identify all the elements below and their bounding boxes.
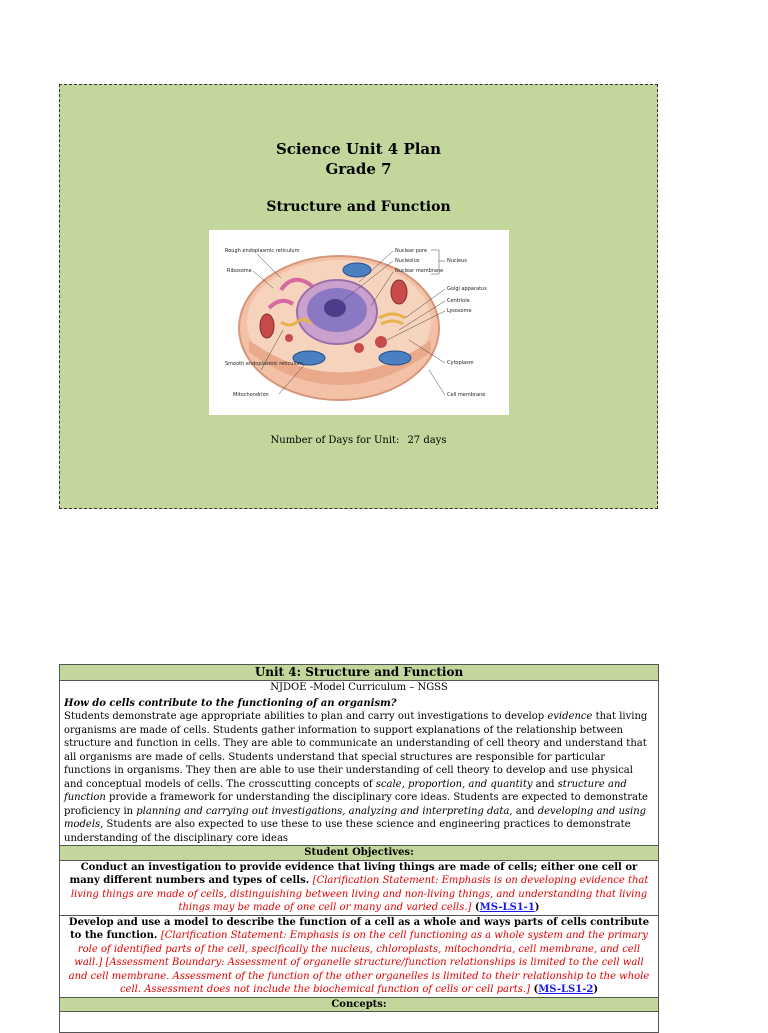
intro-em-evidence: evidence <box>547 711 593 722</box>
objective-2-clarification: [Clarification Statement: Emphasis is on the cell functioning as a whole system and the primary role of identified parts of the cell, specifically the nucleus, chloroplasts, mitochondria, cell membrane, and cell wall.] [Assessment Boundary: Assessment of organelle structure/function relationships is limited to the cell wall and cell membrane. Assessment of the function of the other organelles is limited to their relationship to the whole cell. Assessment does not include the biochemical function of cells or cell parts.] <box>68 930 650 995</box>
diagram-label-nuclear-pore: Nuclear pore <box>395 248 428 254</box>
diagram-label-nuclear-membrane: Nuclear membrane <box>395 268 444 274</box>
title-line-2: Grade 7 <box>325 160 392 178</box>
days-for-unit <box>60 435 657 446</box>
curriculum-source: NJDOE -Model Curriculum – NGSS <box>270 682 448 693</box>
intro-p1: Students demonstrate age appropriate abilities to plan and carry out investigations to develop <box>64 711 548 722</box>
unit-title: Unit 4: Structure and Function <box>60 665 659 681</box>
intro-em-models: developing and using models <box>64 805 647 830</box>
diagram-label-nucleus: Nucleus <box>447 258 467 264</box>
essential-question: How do cells contribute to the functioning of an organism? <box>64 697 397 709</box>
objective-1-clarification: [Clarification Statement: Emphasis is on developing evidence that living things are made of cells, distinguishing between living and non-living things, and understanding that living things may be made of one cell or many and varied cells.] <box>70 875 649 913</box>
objective-1-standard-link[interactable]: MS-LS1-1 <box>479 902 535 913</box>
concepts-header: Concepts: <box>60 997 659 1012</box>
diagram-label-cell-membrane: Cell membrane <box>447 392 486 398</box>
svg-text:Rough endoplasmic reticulum: Rough endoplasmic reticulum <box>225 248 300 254</box>
intro-p4: , Students are also expected to use these to use these science and engineering practices to demonstrate understanding of the disciplinary core ideas <box>64 819 631 844</box>
unit-plan-table <box>59 664 659 1033</box>
intro-em-scale: scale, proportion, and quantity <box>375 778 533 790</box>
intro-p3: provide a framework for understanding the disciplinary core ideas. Students are expected to demonstrate proficiency in <box>64 792 648 817</box>
intro-and-2: , and <box>509 805 538 817</box>
intro-p2: that living organisms are made of cells. Students gather information to support explanations of the relationship between structure and function in cells. They are able to communicate an understanding of cell theory and understand that all organisms are made of cells. Students understand that special structures are responsible for particular functions in organisms. They then are able to use their understanding of cell theory to develop and use physical and conceptual models of cells. The crosscutting concepts of <box>64 711 648 790</box>
diagram-label-golgi: Golgi apparatus <box>447 286 487 292</box>
objectives-header: Student Objectives: <box>60 846 659 861</box>
title-line-1: Science Unit 4 Plan <box>275 140 442 158</box>
diagram-label-cytoplasm: Cytoplasm <box>447 360 474 366</box>
cover-title <box>60 139 657 179</box>
objective-2: Develop and use a model to describe the function of a cell as a whole and ways parts of cells contribute to the function. [Clarification Statement: Emphasis is on the cell functioning as a whole system and the primary role of identified parts of the cell, specifically the nucleus, chloroplasts, mitochondria, cell membrane, and cell wall.] [Assessment Boundary: Assessment of organelle structure/function relationships is limited to the cell wall and cell membrane. Assessment of the function of the other organelles is limited to their relationship to the whole cell. Assessment does not include the biochemical function of cells or cell parts.] (MS-LS1-2) <box>60 915 659 997</box>
objective-1-text: Conduct an investigation to provide evidence that living things are made of cells; either one cell or many different numbers and types of cells. <box>69 861 638 886</box>
intro-em-structure: structure and function <box>64 778 627 803</box>
diagram-label-ribosome: Ribosome <box>227 268 252 274</box>
objective-2-text: Develop and use a model to describe the function of a cell as a whole and ways parts of cells contribute to the function. <box>68 916 650 941</box>
diagram-label-centriole: Centriole <box>447 298 470 304</box>
days-value: 27 days <box>407 435 447 446</box>
diagram-label-nucleolus: Nucleolus <box>395 258 420 264</box>
cover-subtitle: Structure and Function <box>266 199 451 215</box>
objective-2-standard-link[interactable]: MS-LS1-2 <box>538 984 594 995</box>
intro-and-1: and <box>532 778 558 790</box>
intro-em-planning: planning and carrying out investigations, analyzing and interpreting data <box>136 805 510 817</box>
objective-1: Conduct an investigation to provide evidence that living things are made of cells; either one cell or many different numbers and types of cells. [Clarification Statement: Emphasis is on developing evidence that living things are made of cells, distinguishing between living and non-living things, and understanding that living things may be made of one cell or many and varied cells.] (MS-LS1-1) <box>60 860 659 915</box>
diagram-label-lysosome: Lysosome <box>447 308 472 314</box>
days-label: Number of Days for Unit: <box>270 435 400 446</box>
concepts-body <box>60 1012 659 1033</box>
diagram-label-rough-er <box>225 248 300 254</box>
overview-cell <box>60 681 659 846</box>
diagram-label-smooth-er: Smooth endoplasmic reticulum <box>225 361 303 367</box>
cover-box <box>59 84 658 509</box>
diagram-label-mitochondrion: Mitochondrion <box>233 392 269 398</box>
animal-cell-diagram <box>209 230 509 415</box>
